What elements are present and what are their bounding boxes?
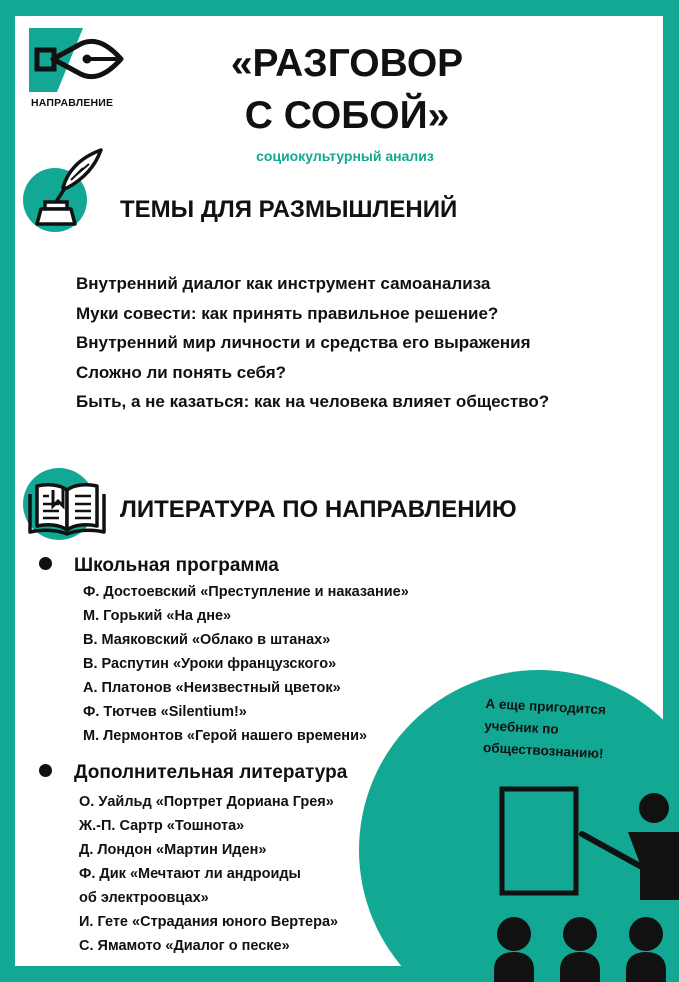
page-subtitle: социокультурный анализ xyxy=(256,148,434,164)
list-item: Д. Лондон «Мартин Иден» xyxy=(79,842,267,858)
list-item: А. Платонов «Неизвестный цветок» xyxy=(83,680,341,696)
themes-heading: ТЕМЫ ДЛЯ РАЗМЫШЛЕНИЙ xyxy=(120,196,458,223)
themes-list xyxy=(76,274,549,422)
list-item: И. Гете «Страдания юного Вертера» xyxy=(79,914,339,930)
list-item: Ф. Тютчев «Silentium!» xyxy=(83,704,247,720)
extra-literature-heading xyxy=(39,762,347,784)
bullet-icon xyxy=(39,764,52,777)
teacher-board-icon xyxy=(480,770,679,982)
list-item: Ф. Достоевский «Преступление и наказание» xyxy=(83,584,409,600)
list-item: Внутренний мир личности и средства его выражения xyxy=(76,333,531,352)
list-item: С. Ямамото «Диалог о песке» xyxy=(79,938,290,954)
list-item: В. Маяковский «Облако в штанах» xyxy=(83,632,331,648)
extra-literature-list xyxy=(79,794,338,962)
list-item: об электроовцах» xyxy=(79,890,209,906)
page-title-line-1: «РАЗГОВОР xyxy=(230,42,464,85)
list-item: М. Горький «На дне» xyxy=(83,608,232,624)
literature-heading: ЛИТЕРАТУРА ПО НАПРАВЛЕНИЮ xyxy=(120,496,517,523)
school-program-title: Школьная программа xyxy=(74,555,279,576)
list-item: В. Распутин «Уроки французского» xyxy=(83,656,337,672)
list-item: Ж.-П. Сартр «Тошнота» xyxy=(79,818,245,834)
list-item: Быть, а не казаться: как на человека влияет общество? xyxy=(76,392,550,411)
textbook-note xyxy=(483,693,651,768)
list-item: Ф. Дик «Мечтают ли андроиды xyxy=(79,866,301,882)
list-item: Сложно ли понять себя? xyxy=(76,362,287,382)
page-title-line-2: С СОБОЙ» xyxy=(244,94,450,137)
bullet-icon xyxy=(39,557,52,570)
quill-inkwell-icon xyxy=(23,146,113,236)
list-item: М. Лермонтов «Герой нашего времени» xyxy=(83,728,368,744)
list-item: О. Уайльд «Портрет Дориана Грея» xyxy=(79,794,334,810)
school-program-heading xyxy=(39,555,279,577)
textbook-note-line-3: обществознанию! xyxy=(482,739,604,762)
textbook-note-line-2: учебник по xyxy=(483,717,559,737)
school-program-list xyxy=(83,584,409,752)
extra-literature-title: Дополнительная литература xyxy=(74,762,348,783)
logo-label: НАПРАВЛЕНИЕ xyxy=(31,97,114,109)
open-book-icon xyxy=(23,466,115,540)
page-title xyxy=(197,38,497,142)
list-item: Внутренний диалог как инструмент самоанализа xyxy=(76,274,491,293)
list-item: Муки совести: как принять правильное решение? xyxy=(76,303,499,323)
textbook-note-line-1: А еще пригодится xyxy=(485,695,607,718)
